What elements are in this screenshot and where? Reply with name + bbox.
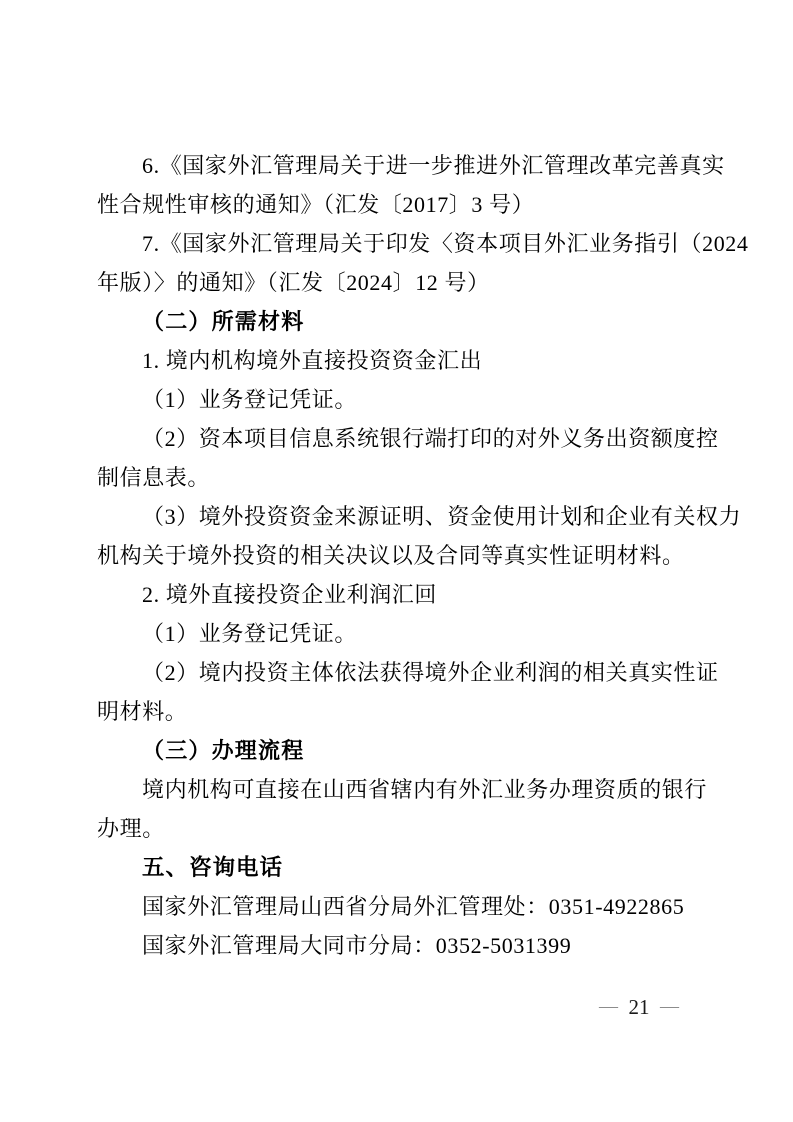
ref-item-7-line-1: 7.《国家外汇管理局关于印发〈资本项目外汇业务指引（2024	[142, 231, 749, 256]
page-number-dash-left: —	[599, 996, 618, 1017]
item-2-profit-repatriation: 2. 境外直接投资企业利润汇回	[142, 582, 438, 607]
item-1-2-quota-control-line-2: 制信息表。	[97, 465, 211, 490]
item-1-3-authenticity-proof-line-1: （3）境外投资资金来源证明、资金使用计划和企业有关权力	[142, 504, 742, 529]
item-1-outbound-investment-remittance: 1. 境内机构境外直接投资资金汇出	[142, 348, 483, 373]
ref-item-6-line-2: 性合规性审核的通知》（汇发〔2017〕3 号）	[97, 192, 535, 217]
processing-flow-line-2: 办理。	[97, 816, 165, 841]
processing-flow-line-1: 境内机构可直接在山西省辖内有外汇业务办理资质的银行	[142, 777, 708, 802]
item-2-1-business-registration: （1）业务登记凭证。	[142, 621, 358, 646]
ref-item-7-line-2: 年版）〉的通知》（汇发〔2024〕12 号）	[97, 270, 490, 295]
heading-processing-flow: （三）办理流程	[142, 738, 305, 763]
ref-item-6-line-1: 6.《国家外汇管理局关于进一步推进外汇管理改革完善真实	[142, 153, 725, 178]
heading-required-materials: （二）所需材料	[142, 309, 305, 334]
phone-datong-branch: 国家外汇管理局大同市分局：0352-5031399	[142, 933, 572, 958]
item-2-2-authenticity-proof-line-1: （2）境内投资主体依法获得境外企业利润的相关真实性证	[142, 660, 719, 685]
document-body	[97, 146, 749, 965]
phone-shanxi-branch: 国家外汇管理局山西省分局外汇管理处：0351-4922865	[142, 894, 685, 919]
page-number-value: 21	[628, 995, 650, 1019]
item-2-2-authenticity-proof-line-2: 明材料。	[97, 699, 188, 724]
heading-consultation-phone: 五、咨询电话	[142, 855, 284, 880]
item-1-2-quota-control-line-1: （2）资本项目信息系统银行端打印的对外义务出资额度控	[142, 426, 719, 451]
page-number-dash-right: —	[660, 996, 679, 1017]
item-1-1-business-registration: （1）业务登记凭证。	[142, 387, 358, 412]
page-number	[599, 994, 679, 1020]
item-1-3-authenticity-proof-line-2: 机构关于境外投资的相关决议以及合同等真实性证明材料。	[97, 543, 685, 568]
